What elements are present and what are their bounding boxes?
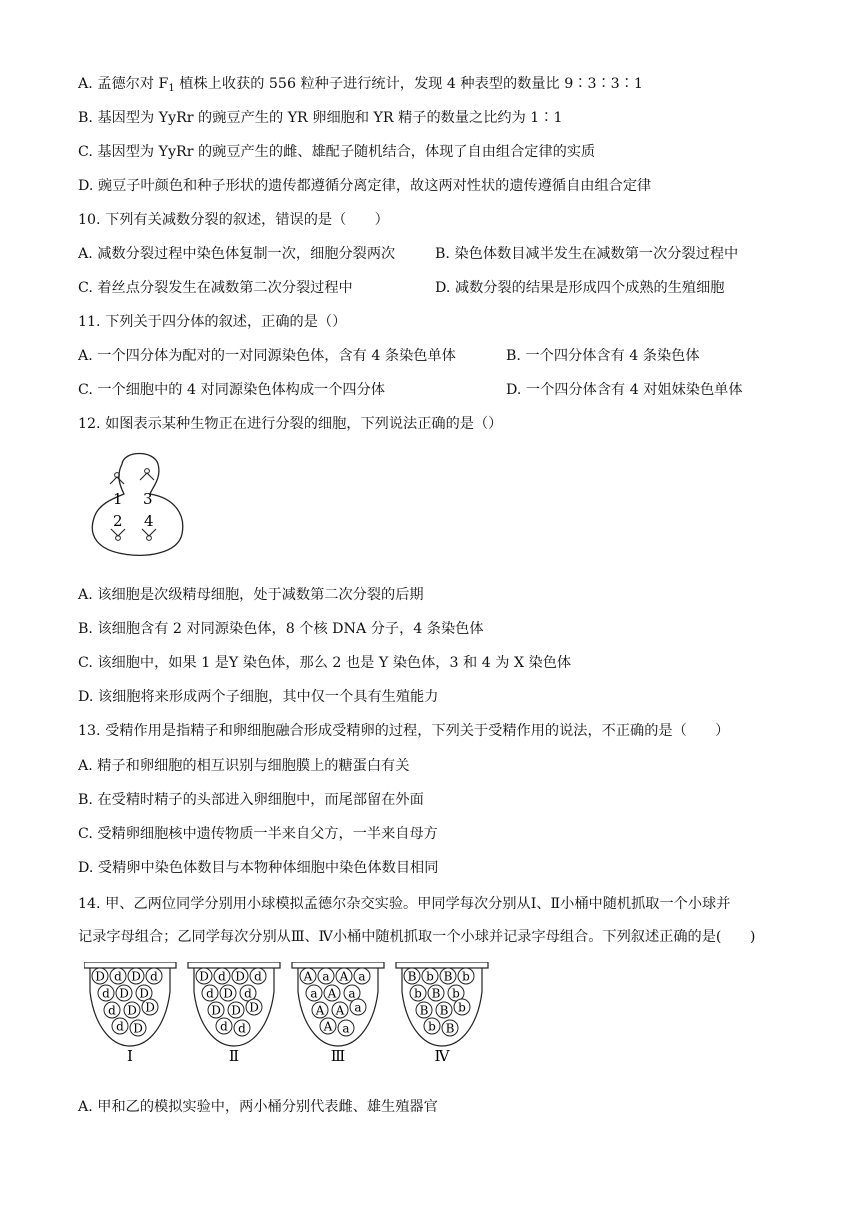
ball-letter: D: [235, 969, 245, 984]
ball-letter: A: [323, 1019, 333, 1034]
q10-option-c: C. 着丝点分裂发生在减数第二次分裂过程中: [78, 280, 353, 296]
ball-letter: B: [407, 969, 417, 984]
ball-letter: D: [249, 1000, 259, 1015]
ball-letter: d: [206, 986, 214, 1001]
ball-letter: a: [322, 969, 330, 984]
ball-letter: B: [443, 969, 453, 984]
q10-stem: 10. 下列有关减数分裂的叙述，错误的是（ ）: [78, 212, 389, 228]
q12-stem: 12. 如图表示某种生物正在进行分裂的细胞，下列说法正确的是（）: [78, 416, 503, 432]
q11-option-d: D. 一个四分体含有 4 对姐妹染色单体: [506, 382, 743, 398]
ball-letter: d: [102, 986, 110, 1001]
ball-letter: a: [358, 969, 366, 984]
q11-option-b: B. 一个四分体含有 4 条染色体: [506, 348, 700, 364]
q10-option-d: D. 减数分裂的结果是形成四个成熟的生殖细胞: [435, 280, 725, 296]
q13-option-a: A. 精子和卵细胞的相互识别与细胞膜上的糖蛋白有关: [78, 758, 410, 774]
q12-option-b: B. 该细胞含有 2 对同源染色体，8 个核 DNA 分子，4 条染色体: [78, 621, 484, 637]
cell-division-figure: [84, 446, 194, 566]
chromosome-2: [111, 529, 125, 540]
chromosome-4: [142, 529, 156, 540]
q11-option-c: C. 一个细胞中的 4 对同源染色体构成一个四分体: [78, 382, 385, 398]
bucket-label: Ⅳ: [434, 1047, 450, 1062]
ball-letter: d: [108, 1003, 116, 1018]
bucket-3: [292, 962, 384, 1062]
ball-letter: B: [439, 1003, 449, 1018]
ball-letter: d: [218, 969, 226, 984]
q10-option-a: A. 减数分裂过程中染色体复制一次，细胞分裂两次: [78, 246, 396, 262]
ball-letter: a: [310, 986, 318, 1001]
q12-option-d: D. 该细胞将来形成两个子细胞，其中仅一个具有生殖能力: [78, 689, 439, 705]
ball-letter: A: [335, 1003, 345, 1018]
bucket-label: Ⅰ: [127, 1047, 133, 1062]
bucket-label: Ⅲ: [330, 1047, 346, 1062]
ball-letter: B: [419, 1003, 429, 1018]
q13-option-d: D. 受精卵中染色体数目与本物种体细胞中染色体数目相同: [78, 860, 439, 876]
cell-outline: [92, 454, 182, 556]
ball-letter: d: [150, 969, 158, 984]
ball-letter: a: [342, 1021, 350, 1036]
q10-option-b: B. 染色体数目减半发生在减数第一次分裂过程中: [435, 246, 739, 262]
ball-letter: a: [354, 1000, 362, 1015]
fig-label-2: 2: [113, 512, 123, 530]
bucket-label: Ⅱ: [228, 1047, 240, 1062]
bucket-rim: [188, 962, 280, 968]
fig-label-3: 3: [143, 490, 153, 508]
ball-letter: B: [445, 1021, 455, 1036]
bucket-2: [188, 962, 280, 1062]
q14-stem-line2: 记录字母组合；乙同学每次分别从Ⅲ、Ⅳ小桶中随机抓取一个小球并记录字母组合。下列叙述正确的是( ): [78, 929, 756, 945]
fig-label-4: 4: [144, 512, 154, 530]
ball-letter: d: [238, 1021, 246, 1036]
q9-option-d: D. 豌豆子叶颜色和种子形状的遗传都遵循分离定律，故这两对性状的遗传遵循自由组合定律: [78, 178, 652, 194]
ball-letter: d: [114, 969, 122, 984]
ball-letter: a: [348, 986, 356, 1001]
ball-letter: D: [223, 986, 233, 1001]
ball-letter: D: [131, 969, 141, 984]
q13-option-c: C. 受精卵细胞核中遗传物质一半来自父方，一半来自母方: [78, 826, 438, 842]
q12-option-a: A. 该细胞是次级精母细胞，处于减数第二次分裂的后期: [78, 587, 424, 603]
q9-option-a: [78, 74, 643, 99]
ball-letter: A: [315, 1003, 325, 1018]
q14-option-a: A. 甲和乙的模拟实验中，两小桶分别代表雌、雄生殖器官: [78, 1099, 438, 1115]
ball-letter: b: [458, 1000, 466, 1015]
q11-option-a: A. 一个四分体为配对的一对同源染色体，含有 4 条染色单体: [78, 348, 456, 364]
q9-option-a-pre: A. 孟德尔对 F: [78, 76, 169, 92]
ball-letter: D: [231, 1003, 241, 1018]
ball-letter: D: [119, 986, 129, 1001]
q12-option-c: C. 该细胞中，如果 1 是Y 染色体，那么 2 也是 Y 染色体，3 和 4 为 X 染色体: [78, 655, 572, 671]
ball-letter: A: [339, 969, 349, 984]
bucket-4: [396, 962, 488, 1062]
ball-letter: A: [303, 969, 313, 984]
q9-option-c: C. 基因型为 YyRr 的豌豆产生的雌、雄配子随机结合，体现了自由组合定律的实质: [78, 144, 596, 160]
ball-letter: d: [244, 986, 252, 1001]
ball-letter: A: [327, 986, 337, 1001]
ball-letter: D: [139, 986, 149, 1001]
ball-letter: b: [426, 969, 434, 984]
ball-letter: D: [133, 1021, 143, 1036]
buckets-figure: [84, 962, 504, 1062]
ball-letter: D: [211, 1003, 221, 1018]
bucket-rim: [84, 962, 176, 968]
ball-letter: D: [199, 969, 209, 984]
q11-stem: 11. 下列关于四分体的叙述，正确的是（）: [78, 314, 347, 330]
ball-letter: d: [116, 1019, 124, 1034]
ball-letter: D: [145, 1000, 155, 1015]
ball-letter: d: [254, 969, 262, 984]
chromosome-3: [140, 469, 154, 480]
bucket-rim: [396, 962, 488, 968]
ball-letter: d: [220, 1019, 228, 1034]
q9-option-b: B. 基因型为 YyRr 的豌豆产生的 YR 卵细胞和 YR 精子的数量之比约为 1∶1: [78, 110, 563, 126]
ball-letter: b: [414, 986, 422, 1001]
q13-stem: 13. 受精作用是指精子和卵细胞融合形成受精卵的过程，下列关于受精作用的说法，不正确的是（ ）: [78, 723, 730, 739]
ball-letter: b: [462, 969, 470, 984]
q13-option-b: B. 在受精时精子的头部进入卵细胞中，而尾部留在外面: [78, 792, 424, 808]
bucket-1: [84, 962, 176, 1062]
ball-letter: D: [127, 1003, 137, 1018]
chromosome-1: [110, 473, 124, 484]
fig-label-1: 1: [113, 490, 123, 508]
q9-option-a-post: 植株上收获的 556 粒种子进行统计，发现 4 种表型的数量比 9∶3∶3∶1: [174, 76, 643, 92]
q14-stem-line1: 14. 甲、乙两位同学分别用小球模拟孟德尔杂交实验。甲同学每次分别从Ⅰ、Ⅱ小桶中随机抓取一个小球并: [78, 896, 731, 912]
q9-option-a-sub: 1: [168, 83, 175, 94]
ball-letter: B: [431, 986, 441, 1001]
ball-letter: D: [95, 969, 105, 984]
ball-letter: b: [428, 1019, 436, 1034]
bucket-rim: [292, 962, 384, 968]
ball-letter: b: [452, 986, 460, 1001]
